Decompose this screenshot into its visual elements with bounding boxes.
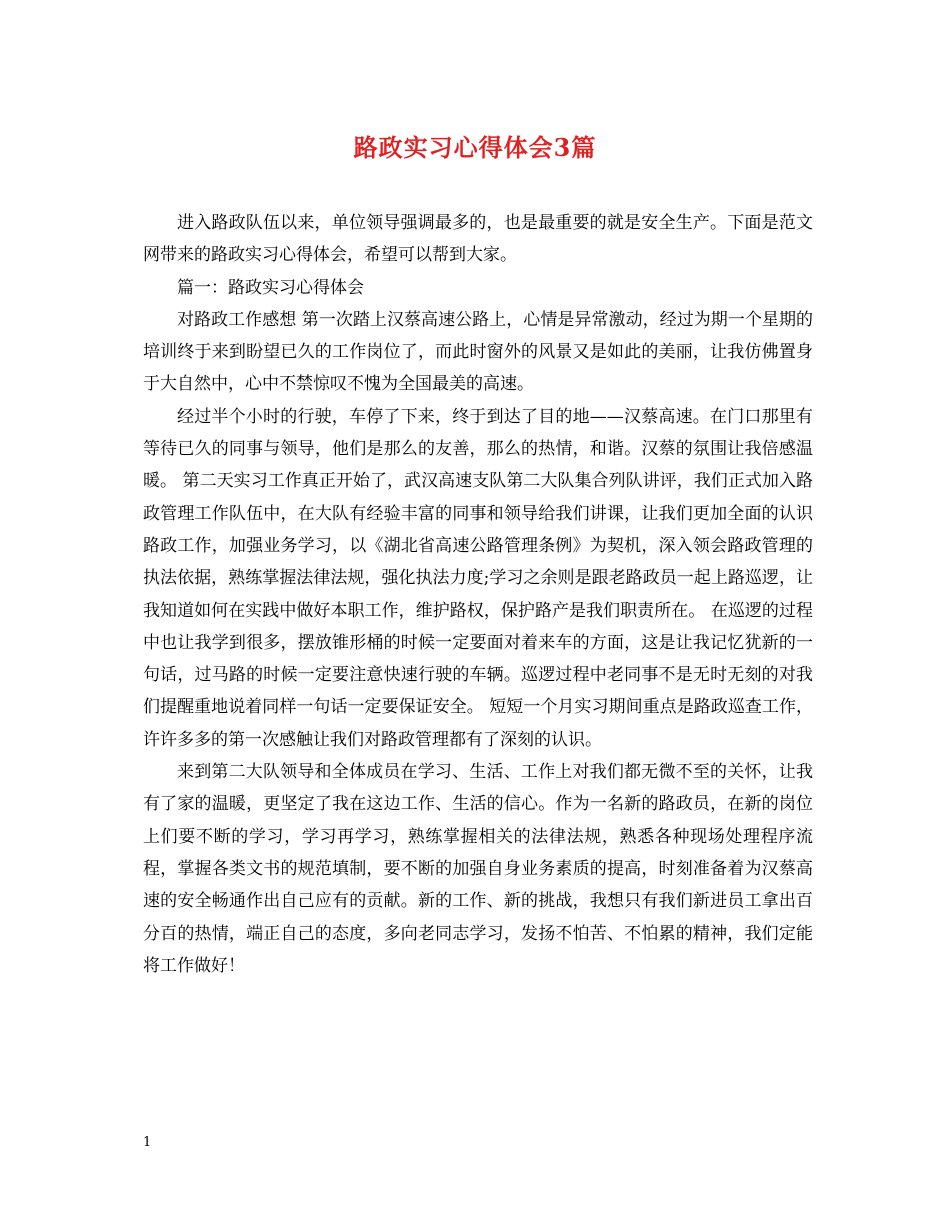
page-number: 1: [143, 1135, 152, 1150]
document-title: 路政实习心得体会3篇: [353, 133, 597, 162]
intro-paragraph: 进入路政队伍以来，单位领导强调最多的，也是最重要的就是安全生产。下面是范文网带来的路政实习心得体会，希望可以帮到大家。: [143, 213, 813, 266]
document-body: [143, 207, 813, 982]
body-paragraph: 来到第二大队领导和全体成员在学习、生活、工作上对我们都无微不至的关怀，让我有了家的温暖，更坚定了我在这边工作、生活的信心。作为一名新的路政员，在新的岗位上们要不断的学习，学习再学习，熟练掌握相关的法律法规，熟悉各种现场处理程序流程，掌握各类文书的规范填制，要不断的加强自身业务素质的提高，时刻准备着为汉蔡高速的安全畅通作出自己应有的贡献。新的工作、新的挑战，我想只有我们新进员工拿出百分百的热情，端正自己的态度，多向老同志学习，发扬不怕苦、不怕累的精神，我们定能将工作做好！: [143, 762, 813, 976]
body-paragraph: 对路政工作感想 第一次踏上汉蔡高速公路上，心情是异常激动，经过为期一个星期的培训终于来到盼望已久的工作岗位了，而此时窗外的风景又是如此的美丽，让我仿佛置身于大自然中，心中不禁惊叹不愧为全国最美的高速。: [143, 309, 813, 395]
body-paragraph: 经过半个小时的行驶，车停了下来，终于到达了目的地——汉蔡高速。在门口那里有等待已久的同事与领导，他们是那么的友善，那么的热情，和谐。汉蔡的氛围让我倍感温暖。 第二天实习工作真正开始了，武汉高速支队第二大队集合列队讲评，我们正式加入路政管理工作队伍中，在大队有经验丰富的同事和领导给我们讲课，让我们更加全面的认识路政工作，加强业务学习，以《湖北省高速公路管理条例》为契机，深入领会路政管理的执法依据，熟练掌握法律法规，强化执法力度;学习之余则是跟老路政员一起上路巡逻，让我知道如何在实践中做好本职工作，维护路权，保护路产是我们职责所在。 在巡逻的过程中也让我学到很多，摆放锥形桶的时候一定要面对着来车的方面，这是让我记忆犹新的一句话，过马路的时候一定要注意快速行驶的车辆。巡逻过程中老同事不是无时无刻的对我们提醒重地说着同样一句话一定要保证安全。 短短一个月实习期间重点是路政巡查工作，许许多多的第一次感触让我们对路政管理都有了深刻的认识。: [143, 406, 813, 750]
section-heading: 篇一：路政实习心得体会: [177, 277, 364, 298]
